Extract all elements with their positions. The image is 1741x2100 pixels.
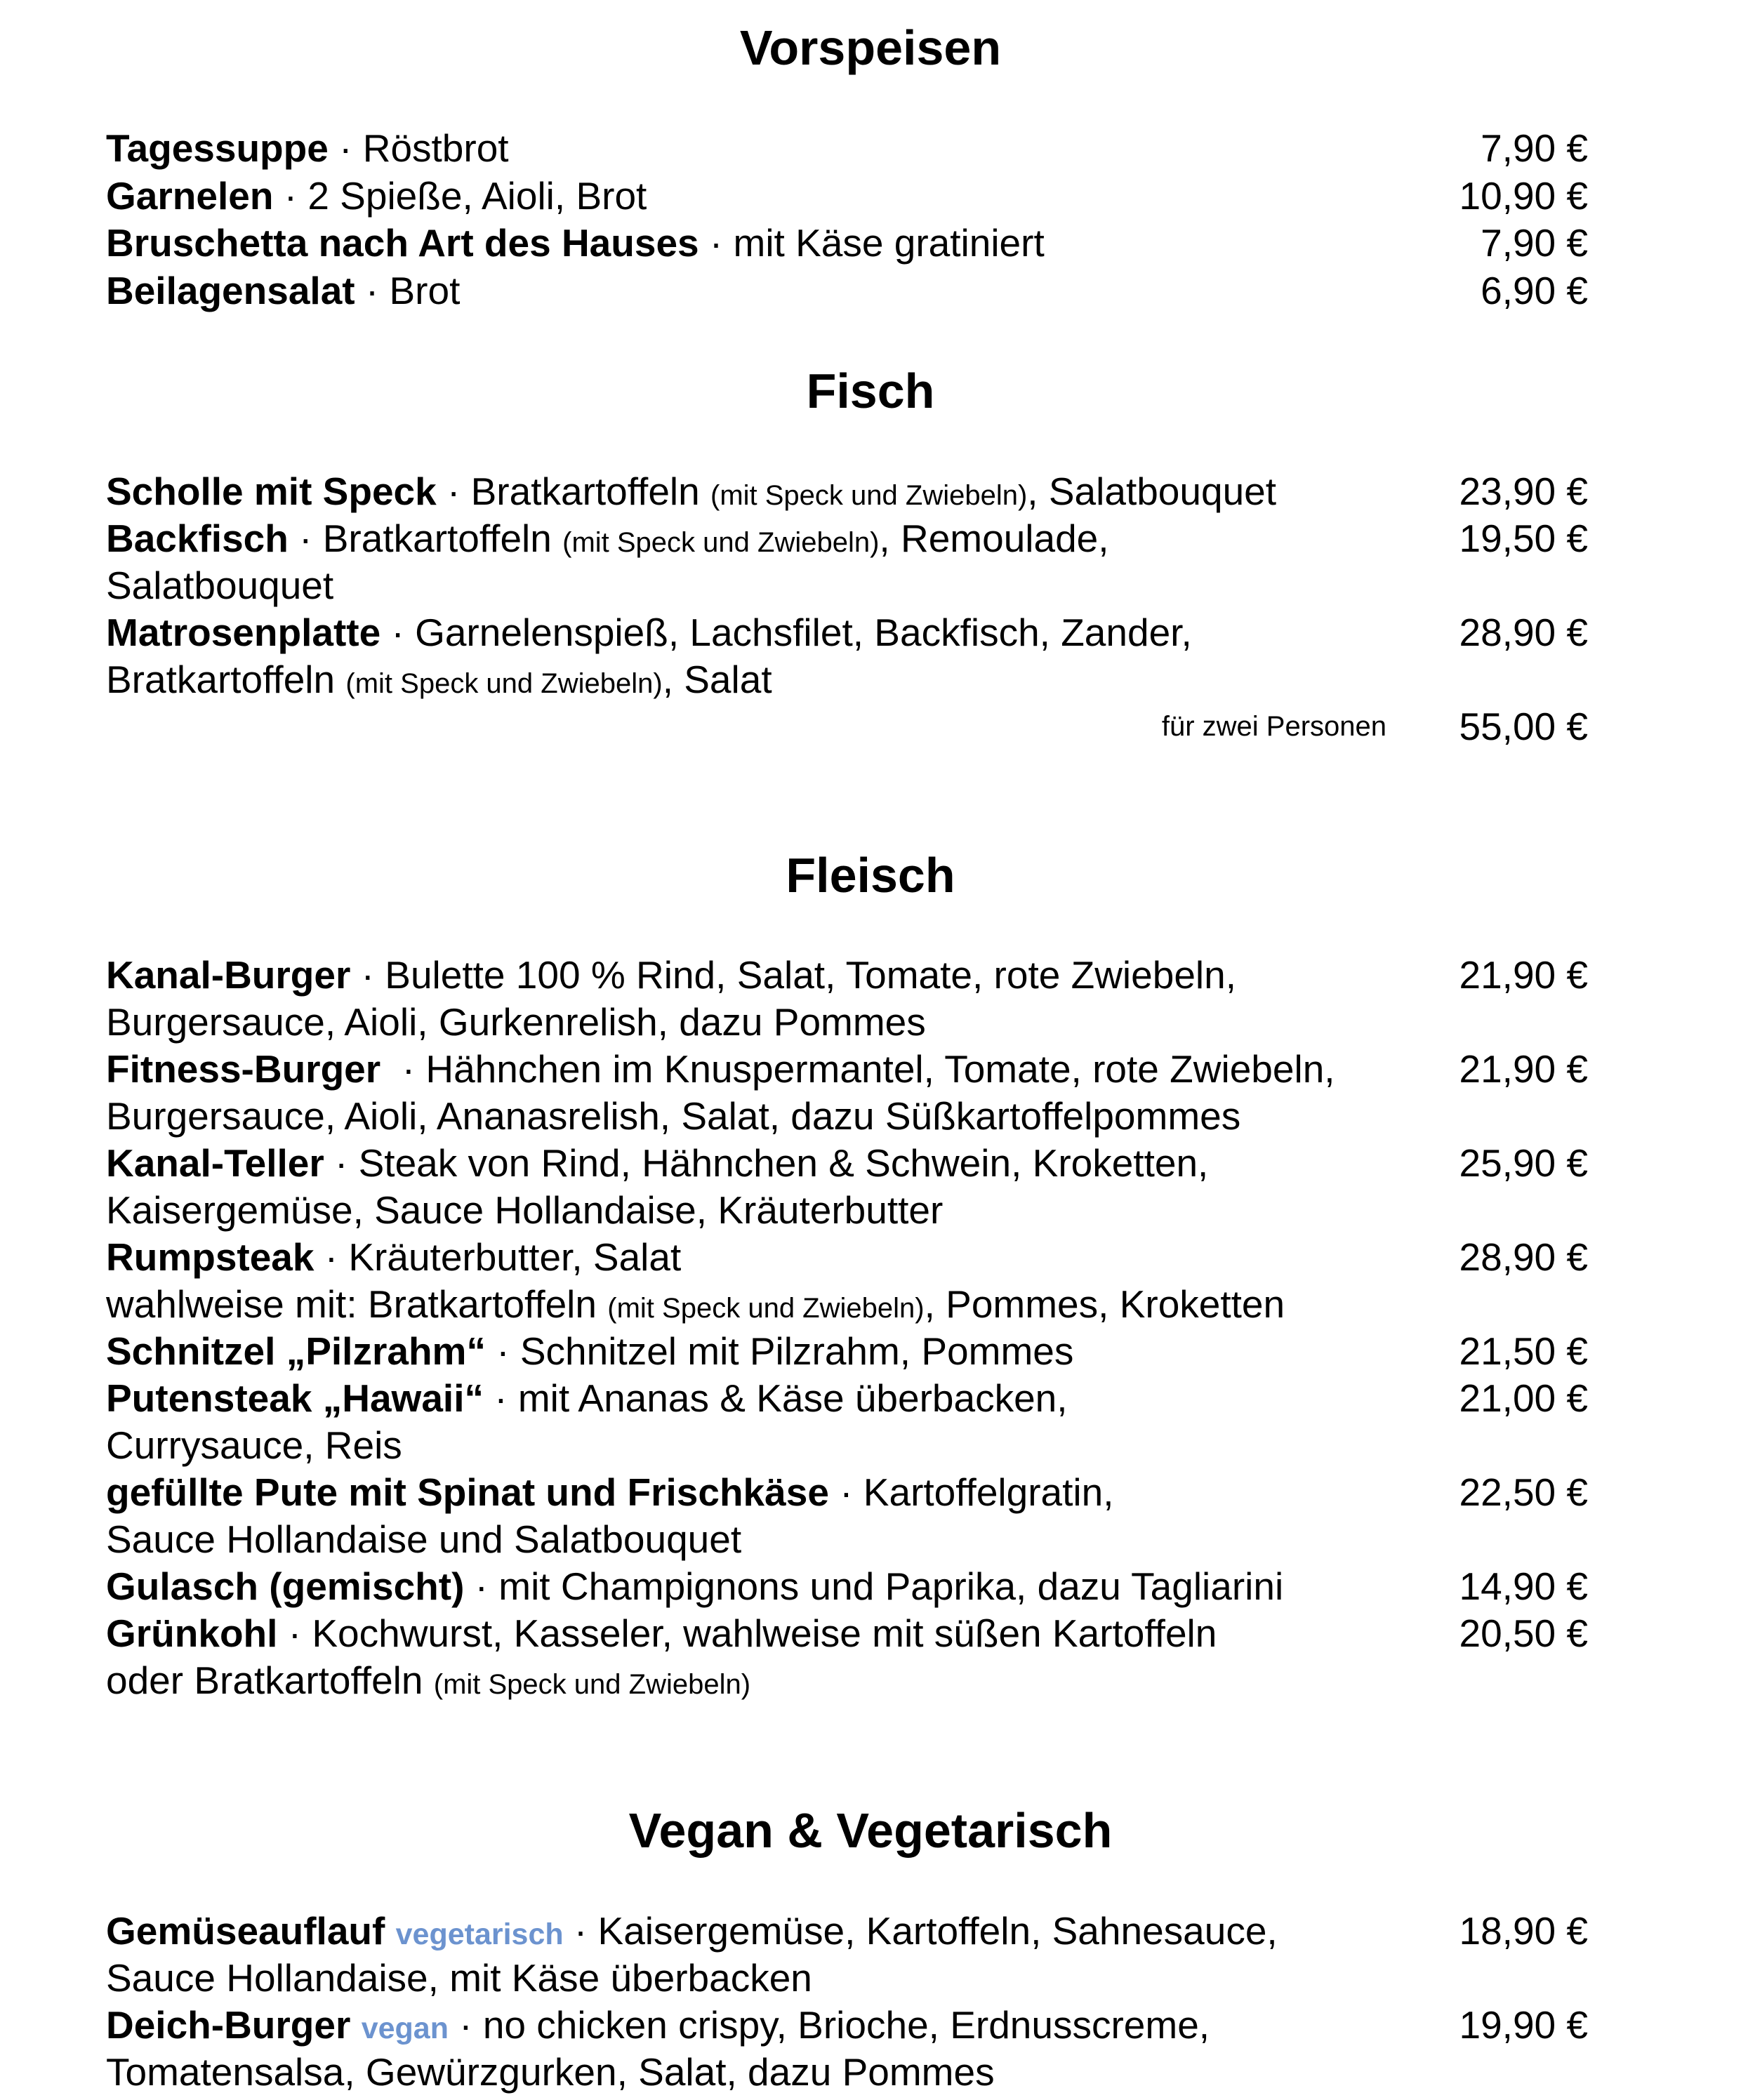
item-description: · Kräuterbutter, Salat	[314, 1235, 682, 1279]
item-description: · Bratkartoffeln	[436, 470, 710, 513]
item-description: · mit Käse gratiniert	[699, 221, 1045, 265]
item-portion-note: für zwei Personen	[1161, 711, 1386, 742]
menu-item-kanal-teller	[106, 1140, 1208, 1187]
item-price: 18,90 €	[1459, 1909, 1588, 1953]
item-name: Matrosenplatte	[106, 611, 381, 654]
item-description-continued: Burgersauce, Aioli, Gurkenrelish, dazu Pommes	[106, 1000, 926, 1044]
menu-item-gemueseauflauf	[106, 1908, 1278, 1958]
item-name: Kanal-Burger	[106, 953, 351, 997]
item-price: 19,90 €	[1459, 2003, 1588, 2047]
item-name: Gemüseauflauf	[106, 1909, 385, 1953]
item-name: Tagessuppe	[106, 126, 329, 170]
menu-item-garnelen	[106, 173, 647, 220]
menu-item-fitness-burger	[106, 1046, 1335, 1093]
menu-item-schnitzel	[106, 1328, 1073, 1375]
item-note-small: (mit Speck und Zwiebeln)	[607, 1293, 925, 1324]
menu-item-beilagensalat	[106, 267, 460, 314]
item-price: 28,90 €	[1459, 1235, 1588, 1279]
item-description: , Salat	[662, 658, 772, 701]
item-description-continued	[106, 1657, 750, 1708]
menu-item-kanal-burger	[106, 952, 1236, 999]
item-price: 6,90 €	[1481, 269, 1588, 312]
item-description-continued: Burgersauce, Aioli, Ananasrelish, Salat, dazu Süßkartoffelpommes	[106, 1094, 1241, 1138]
item-description-continued: Tomatensalsa, Gewürzgurken, Salat, dazu Pommes	[106, 2050, 995, 2094]
item-name: Garnelen	[106, 174, 274, 218]
item-price: 19,50 €	[1459, 517, 1588, 560]
item-description: , Pommes, Kroketten	[924, 1282, 1285, 1326]
item-description: · Bratkartoffeln	[288, 517, 563, 560]
item-description-continued: Currysauce, Reis	[106, 1423, 402, 1467]
menu-item-gruenkohl	[106, 1610, 1217, 1657]
item-price-two-persons: 55,00 €	[1459, 705, 1588, 748]
item-price: 14,90 €	[1459, 1564, 1588, 1608]
item-description: · Kaisergemüse, Kartoffeln, Sahnesauce,	[563, 1909, 1278, 1953]
item-price: 28,90 €	[1459, 611, 1588, 654]
item-name: Gulasch (gemischt)	[106, 1564, 465, 1608]
item-price: 22,50 €	[1459, 1470, 1588, 1514]
item-description: · Hähnchen im Knuspermantel, Tomate, rote Zwiebeln,	[380, 1047, 1335, 1091]
menu-item-rumpsteak	[106, 1234, 681, 1281]
item-note-small: (mit Speck und Zwiebeln)	[710, 480, 1028, 511]
item-description-continued: Kaisergemüse, Sauce Hollandaise, Kräuterbutter	[106, 1188, 944, 1232]
item-description-continued	[106, 656, 772, 707]
item-name: Beilagensalat	[106, 269, 355, 312]
item-description: · Bulette 100 % Rind, Salat, Tomate, rote Zwiebeln,	[350, 953, 1236, 997]
menu-item-tagessuppe	[106, 125, 509, 172]
item-price: 21,90 €	[1459, 1047, 1588, 1091]
item-price: 25,90 €	[1459, 1141, 1588, 1185]
item-description: · Brot	[355, 269, 461, 312]
item-price: 7,90 €	[1481, 221, 1588, 265]
item-description: · mit Champignons und Paprika, dazu Tagliarini	[464, 1564, 1284, 1608]
item-price: 21,90 €	[1459, 953, 1588, 997]
item-price: 7,90 €	[1481, 126, 1588, 170]
item-name: Fitness-Burger	[106, 1047, 381, 1091]
item-price: 20,50 €	[1459, 1611, 1588, 1655]
item-description-continued	[106, 1281, 1285, 1332]
item-name: Schnitzel „Pilzrahm“	[106, 1329, 486, 1373]
menu-item-backfisch	[106, 515, 1109, 566]
menu-item-deich-burger	[106, 2002, 1210, 2052]
section-heading-fisch: Fisch	[806, 364, 935, 418]
section-heading-vegan: Vegan & Vegetarisch	[628, 1803, 1113, 1858]
item-price: 21,00 €	[1459, 1376, 1588, 1420]
item-description: · mit Ananas & Käse überbacken,	[483, 1376, 1068, 1420]
section-heading-fleisch: Fleisch	[786, 848, 955, 903]
menu-item-gulasch	[106, 1563, 1283, 1610]
item-description: · no chicken crispy, Brioche, Erdnusscreme,	[448, 2003, 1210, 2047]
item-price: 23,90 €	[1459, 470, 1588, 513]
item-name: Rumpsteak	[106, 1235, 315, 1279]
item-name: Grünkohl	[106, 1611, 278, 1655]
vegetarian-badge: vegetarisch	[395, 1918, 564, 1951]
item-description: · Röstbrot	[328, 126, 509, 170]
item-price: 10,90 €	[1459, 174, 1588, 218]
menu-item-bruschetta	[106, 220, 1045, 267]
item-name: Backfisch	[106, 517, 289, 560]
item-name: Deich-Burger	[106, 2003, 351, 2047]
item-name: Putensteak „Hawaii“	[106, 1376, 484, 1420]
item-note-small: (mit Speck und Zwiebeln)	[345, 668, 663, 699]
vegan-badge: vegan	[361, 2012, 449, 2045]
item-description: wahlweise mit: Bratkartoffeln	[106, 1282, 608, 1326]
section-heading-vorspeisen: Vorspeisen	[739, 20, 1002, 75]
item-note-small: (mit Speck und Zwiebeln)	[433, 1669, 751, 1700]
menu-item-gefuellte-pute	[106, 1469, 1114, 1516]
menu-item-scholle	[106, 468, 1276, 519]
item-description: , Remoulade,	[879, 517, 1109, 560]
item-name: Bruschetta nach Art des Hauses	[106, 221, 699, 265]
item-description-continued: Sauce Hollandaise, mit Käse überbacken	[106, 1956, 812, 2000]
item-description: · 2 Spieße, Aioli, Brot	[273, 174, 647, 218]
item-description: · Steak von Rind, Hähnchen & Schwein, Kroketten,	[324, 1141, 1209, 1185]
item-description: · Kochwurst, Kasseler, wahlweise mit süßen Kartoffeln	[277, 1611, 1217, 1655]
item-description-continued: Salatbouquet	[106, 564, 334, 607]
item-description: · Schnitzel mit Pilzrahm, Pommes	[485, 1329, 1074, 1373]
menu-item-matrosenplatte	[106, 609, 1192, 656]
item-note-small: (mit Speck und Zwiebeln)	[562, 527, 880, 558]
menu-item-putensteak	[106, 1375, 1068, 1422]
item-description: · Kartoffelgratin,	[828, 1470, 1114, 1514]
item-description: · Garnelenspieß, Lachsfilet, Backfisch, Zander,	[380, 611, 1192, 654]
item-name: Kanal-Teller	[106, 1141, 324, 1185]
item-name: gefüllte Pute mit Spinat und Frischkäse	[106, 1470, 829, 1514]
item-description: , Salatbouquet	[1027, 470, 1277, 513]
item-description: oder Bratkartoffeln	[106, 1659, 434, 1702]
item-description-continued: Sauce Hollandaise und Salatbouquet	[106, 1517, 742, 1561]
item-description: Bratkartoffeln	[106, 658, 346, 701]
item-price: 21,50 €	[1459, 1329, 1588, 1373]
item-name: Scholle mit Speck	[106, 470, 437, 513]
